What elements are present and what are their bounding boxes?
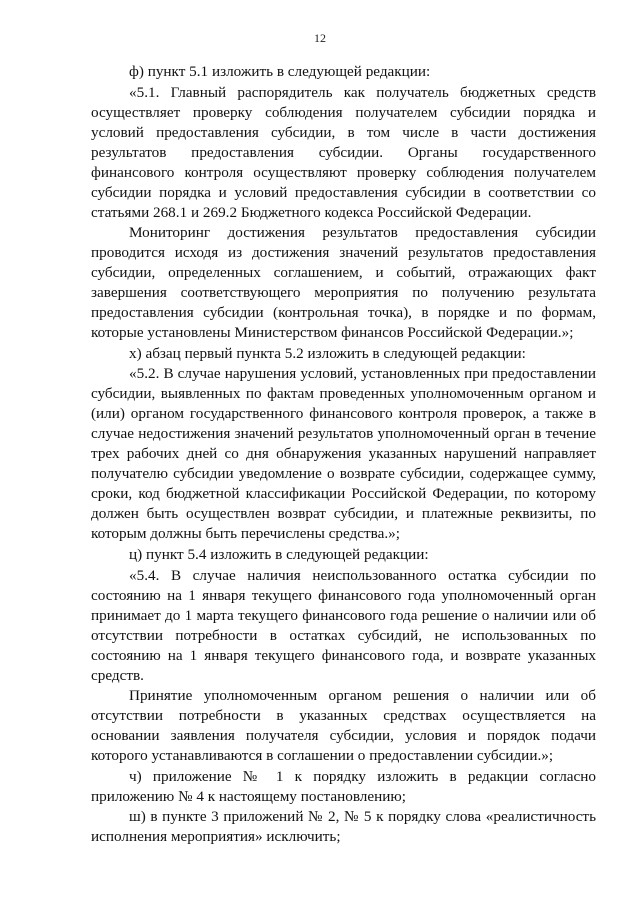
paragraph-item-sh: ш) в пункте 3 приложений № 2, № 5 к порядку слова «реалистичность исполнения мероприятия» исключить;	[91, 808, 596, 846]
paragraph-clause-5-1: «5.1. Главный распорядитель как получатель бюджетных средств осуществляет проверку соблюдения получателем субсидии порядка и условий предоставления субсидии, в том числе в части достижения результатов предоставления субсидии. Органы государственного финансового контроля осуществляют проверку соблюдения получателем субсидии порядка и условий предоставления субсидии в соответствии со статьями 268.1 и 269.2 Бюджетного кодекса Российской Федерации.	[91, 83, 596, 221]
paragraph-clause-5-4: «5.4. В случае наличия неиспользованного остатка субсидии по состоянию на 1 января текущего финансового года уполномоченный орган принимает до 1 марта текущего финансового года решение о наличии или об отсутствии потребности в остатках субсидий, не использованных по состоянию на 1 января текущего финансового года, и возврате указанных средств.	[91, 566, 596, 684]
paragraph-decision-basis: Принятие уполномоченным органом решения о наличии или об отсутствии потребности в указанных средствах осуществляется на основании заявления получателя субсидии, условия и порядок подачи которого устанавливаются в соглашении о предоставлении субсидии.»;	[91, 687, 596, 765]
page-number: 12	[314, 31, 326, 45]
document-body	[91, 62, 596, 847]
paragraph-clause-5-2: «5.2. В случае нарушения условий, установленных при предоставлении субсидии, выявленных по фактам проведенных уполномоченным органом и (или) органом государственного финансового контроля проверок, а также в случае недостижения значений результатов уполномоченный орган в течение трех рабочих дней со дня обнаружения указанных нарушений направляет получателю субсидии уведомление о возврате субсидии, содержащее сумму, сроки, код бюджетной классификации Российской Федерации, по которому должен быть осуществлен возврат субсидии, и платежные реквизиты, по которым должны быть перечислены средства.»;	[91, 365, 596, 543]
paragraph-item-ts-heading: ц) пункт 5.4 изложить в следующей редакции:	[129, 545, 429, 563]
paragraph-monitoring: Мониторинг достижения результатов предоставления субсидии проводится исходя из достижения значений результатов предоставления субсидии, определенных соглашением, и событий, отражающих факт завершения соответствующего мероприятия по получению результата предоставления субсидии (контрольная точка), в порядке и по формам, которые установлены Министерством финансов Российской Федерации.»;	[91, 224, 596, 342]
paragraph-item-kh-heading: х) абзац первый пункта 5.2 изложить в следующей редакции:	[129, 344, 526, 362]
paragraph-item-f-heading: ф) пункт 5.1 изложить в следующей редакции:	[129, 63, 431, 80]
paragraph-item-ch: ч) приложение № 1 к порядку изложить в редакции согласно приложению № 4 к настоящему постановлению;	[91, 767, 596, 805]
